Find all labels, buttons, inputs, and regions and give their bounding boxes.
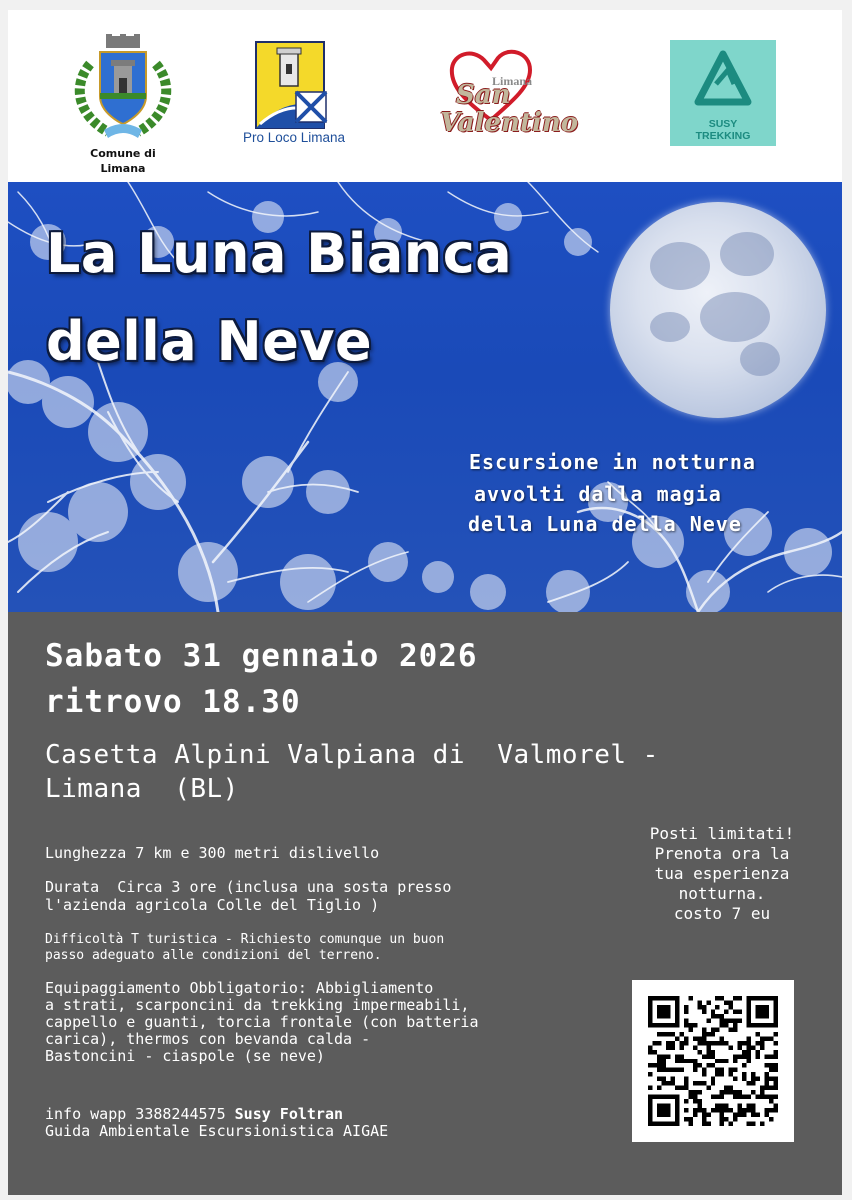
event-title-line2: della Neve [46, 310, 373, 373]
proloco-logo [234, 40, 354, 160]
comune-label-line2: Limana [100, 162, 146, 175]
sanvalentino-logo [438, 46, 598, 146]
guide-title: Guida Ambientale Escursionistica AIGAE [45, 1122, 389, 1140]
event-info-panel [8, 612, 842, 1195]
comune-label-line1: Comune di [90, 147, 156, 160]
contact-info [45, 1106, 388, 1140]
susy-label-line1: SUSY [708, 118, 738, 130]
contact-phone: info wapp 3388244575 [45, 1105, 235, 1123]
susy-trekking-logo [670, 40, 776, 146]
difficulty: Difficoltà T turistica - Richiesto comunque un buon passo adeguato alle condizioni del terreno. [45, 932, 445, 963]
booking-notice: Posti limitati! Prenota ora la tua esperienza notturna. costo 7 eu [649, 824, 795, 923]
event-subtitle-line1: Escursione in notturna [469, 450, 756, 474]
duration: Durata Circa 3 ore (inclusa una sosta presso l'azienda agricola Colle del Tiglio ) [45, 878, 452, 914]
equipment: Equipaggiamento Obbligatorio: Abbigliamento a strati, scarponcini da trekking impermeabili, cappello e guanti, torcia frontale (con batteria carica), thermos con bevanda calda - Bastoncini - ciaspole (se neve) [45, 979, 479, 1065]
logo-bar [8, 10, 842, 182]
sanvalentino-limana-label: Limana [492, 74, 533, 88]
contact-name: Susy Foltran [234, 1105, 344, 1123]
comune-logo [68, 34, 178, 178]
proloco-label: Pro Loco Limana [242, 130, 346, 145]
event-date: Sabato 31 gennaio 2026 [45, 638, 478, 674]
qr-code[interactable] [632, 980, 794, 1142]
proloco-castle-icon [234, 40, 354, 130]
sanvalentino-san-label: San [456, 80, 511, 110]
event-subtitle-line2: avvolti dalla magia [474, 482, 722, 506]
hero-banner [8, 182, 842, 612]
full-moon [610, 202, 826, 418]
susy-trekking-mountain-icon [670, 40, 776, 120]
route-length: Lunghezza 7 km e 300 metri dislivello [45, 844, 380, 862]
meeting-place: Casetta Alpini Valpiana di Valmorel - Limana (BL) [45, 740, 659, 804]
poster [8, 10, 842, 1195]
comune-coat-of-arms-icon [68, 34, 178, 144]
qr-code-icon [648, 996, 778, 1126]
meeting-time: ritrovo 18.30 [45, 684, 301, 720]
event-title-line1: La Luna Bianca [46, 222, 513, 285]
susy-label-line2: TREKKING [695, 130, 751, 142]
sanvalentino-valentino-label: Valentino [440, 108, 579, 138]
event-subtitle-line3: della Luna della Neve [468, 512, 742, 536]
